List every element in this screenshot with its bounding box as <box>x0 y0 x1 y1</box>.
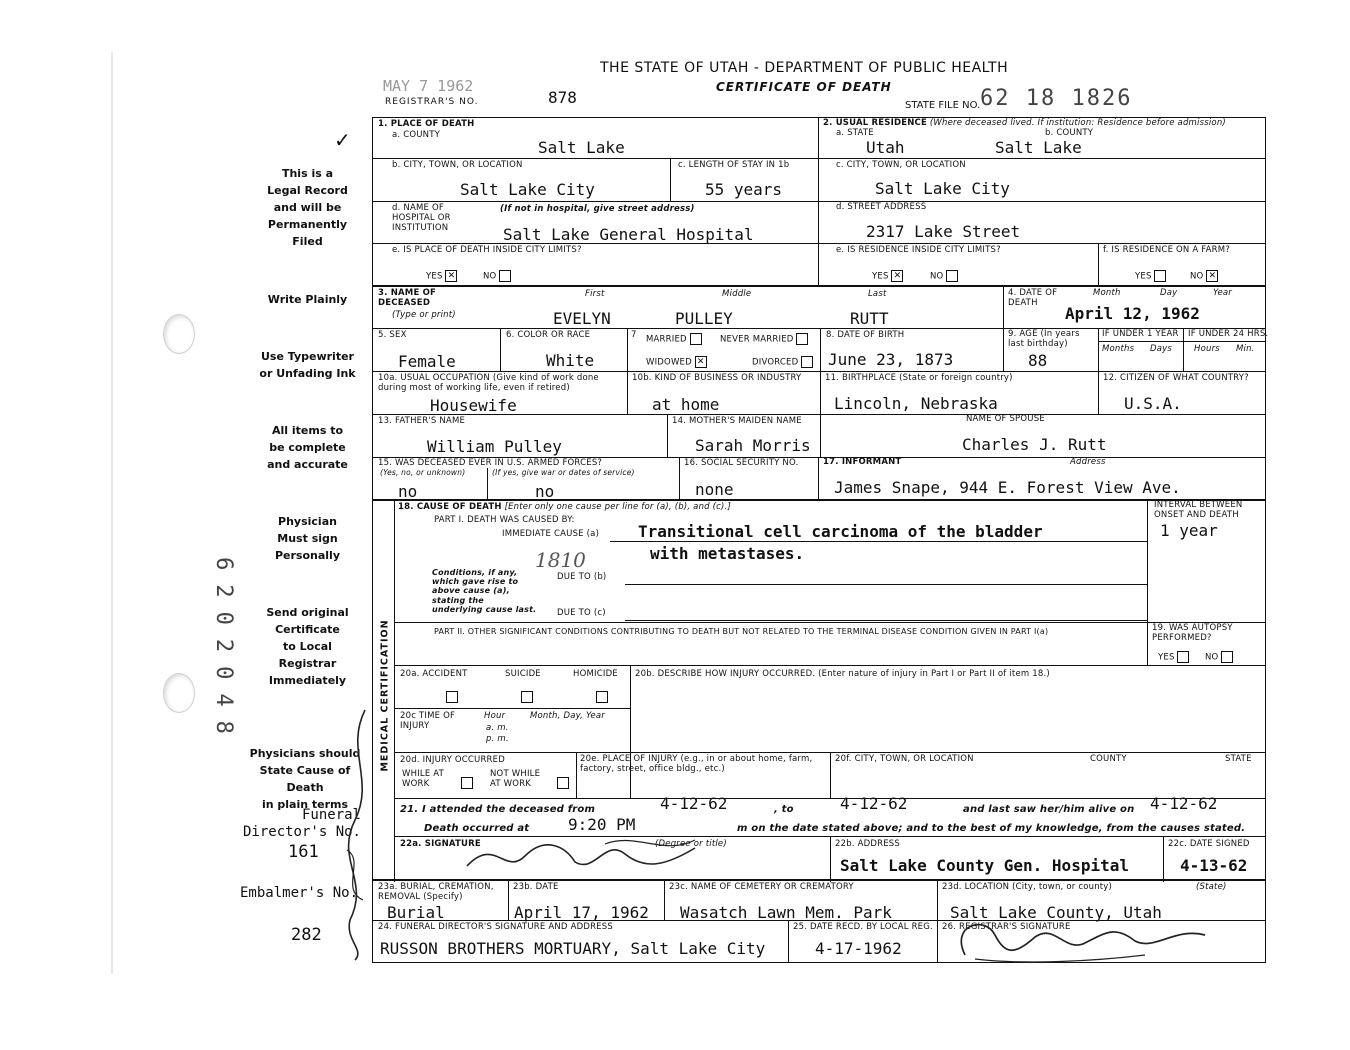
citizenship: U.S.A. <box>1124 394 1182 413</box>
attended-to: 4-12-62 <box>840 794 908 813</box>
first-name: EVELYN <box>553 309 611 328</box>
father-name: William Pulley <box>427 437 562 456</box>
street-address: 2317 Lake Street <box>866 222 1021 241</box>
while-at-work-checkbox[interactable] <box>461 772 473 791</box>
vertical-file-number: 6202048 <box>210 557 236 748</box>
cemetery: Wasatch Lawn Mem. Park <box>680 903 892 922</box>
mother-name: Sarah Morris <box>695 436 811 455</box>
state-file-number: 62 18 1826 <box>980 86 1133 111</box>
age: 88 <box>1028 351 1048 370</box>
funeral-director-signature <box>335 700 385 965</box>
interval: 1 year <box>1160 521 1218 540</box>
length-of-stay: 55 years <box>705 180 783 199</box>
burial-location: Salt Lake County, Utah <box>950 903 1162 922</box>
funeral-director-label: Funeral Director's No. <box>242 807 361 840</box>
married-checkbox[interactable]: MARRIED <box>646 333 702 345</box>
last-name: RUTT <box>850 309 889 328</box>
punch-hole <box>163 314 195 354</box>
immediate-cause-line-2: with metastases. <box>650 544 805 563</box>
funeral-director-number: 161 <box>288 842 319 862</box>
farm-no[interactable]: NO ✕ <box>1190 270 1218 282</box>
medical-certification-label: MEDICAL CERTIFICATION <box>379 619 391 772</box>
burial-date: April 17, 1962 <box>514 903 649 922</box>
last-seen-alive: 4-12-62 <box>1150 794 1218 813</box>
place-of-death-label: 1. PLACE OF DEATH <box>378 119 475 129</box>
time-of-death: 9:20 PM <box>568 815 636 834</box>
certificate-title: CERTIFICATE OF DEATH <box>716 80 892 94</box>
legal-record-note: This is a Legal Record and will be Permanently Filed <box>267 167 348 248</box>
birthplace: Lincoln, Nebraska <box>834 394 998 413</box>
registrar-number: 878 <box>548 88 577 107</box>
death-county: Salt Lake <box>538 138 625 157</box>
disposition: Burial <box>387 903 445 922</box>
death-city: Salt Lake City <box>460 180 595 199</box>
received-stamp: MAY 7 1962 <box>383 77 474 95</box>
usual-residence-label: 2. USUAL RESIDENCE (Where deceased lived. If institution: Residence before admission) <box>823 118 1226 128</box>
residence-inside-no[interactable]: NO <box>930 270 958 282</box>
embalmer-label: Embalmer's No. <box>240 885 359 901</box>
immediate-cause-line-1: Transitional cell carcinoma of the bladder <box>638 522 1043 541</box>
physician-sign-note: Physician Must sign Personally <box>274 515 341 562</box>
send-original-note: Send original Certificate to Local Registrar Immediately <box>266 606 349 687</box>
divorced-checkbox[interactable]: DIVORCED <box>752 356 813 368</box>
state-file-label: STATE FILE NO. <box>905 100 981 111</box>
death-inside-no[interactable]: NO <box>483 270 511 282</box>
date-signed: 4-13-62 <box>1180 856 1248 875</box>
autopsy-no[interactable]: NO <box>1205 651 1233 663</box>
race: White <box>546 351 595 370</box>
suicide-checkbox[interactable] <box>521 686 533 705</box>
physician-address: Salt Lake County Gen. Hospital <box>840 856 1129 875</box>
attended-from: 4-12-62 <box>660 794 728 813</box>
name-label: 3. NAME OF DECEASED <box>378 288 437 308</box>
punch-hole <box>163 673 195 713</box>
residence-city: Salt Lake City <box>875 179 1010 198</box>
informant-label: 17. INFORMANT <box>823 457 902 467</box>
date-of-birth: June 23, 1873 <box>828 350 954 369</box>
accident-checkbox[interactable] <box>446 686 458 705</box>
cause-of-death-label: 18. CAUSE OF DEATH [Enter only one cause per line for (a), (b), and (c).] <box>398 502 731 512</box>
state-title: THE STATE OF UTAH - DEPARTMENT OF PUBLIC HEALTH <box>600 60 1009 76</box>
business: at home <box>652 395 720 414</box>
farm-yes[interactable]: YES <box>1135 270 1166 282</box>
registrar-label: REGISTRAR'S NO. <box>385 97 479 107</box>
complete-note: All items to be complete and accurate <box>267 424 348 471</box>
signature-label: 22a. SIGNATURE <box>400 839 481 849</box>
widowed-checkbox[interactable]: WIDOWED ✕ <box>646 356 707 368</box>
never-married-checkbox[interactable]: NEVER MARRIED <box>720 333 808 345</box>
social-security: none <box>695 480 734 499</box>
funeral-home: RUSSON BROTHERS MORTUARY, Salt Lake City <box>380 939 766 958</box>
hospital-name: Salt Lake General Hospital <box>503 225 754 244</box>
middle-name: PULLEY <box>675 309 733 328</box>
death-inside-yes[interactable]: YES ✕ <box>426 270 457 282</box>
typewriter-note: Use Typewriter or Unfading Ink <box>259 350 356 380</box>
check-mark: ✓ <box>334 128 351 152</box>
write-plainly-note: Write Plainly <box>267 293 348 306</box>
physician-signature <box>455 826 735 882</box>
not-while-at-work-checkbox[interactable] <box>557 772 569 791</box>
informant: James Snape, 944 E. Forest View Ave. <box>834 478 1181 497</box>
war-service: no <box>535 482 555 501</box>
residence-inside-yes[interactable]: YES ✕ <box>872 270 903 282</box>
cause-code: 1810 <box>535 548 586 572</box>
physicians-should-note: Physicians should State Cause of Death in plain terms <box>249 747 361 811</box>
residence-state: Utah <box>866 138 905 157</box>
embalmer-number: 282 <box>291 925 322 945</box>
spouse-name: Charles J. Rutt <box>962 435 1107 454</box>
date-of-death: April 12, 1962 <box>1065 304 1200 323</box>
autopsy-yes[interactable]: YES <box>1158 651 1189 663</box>
not-while-at-work[interactable]: NOT WHILE AT WORK <box>490 769 541 789</box>
sex: Female <box>398 352 456 371</box>
occupation: Housewife <box>430 396 517 415</box>
residence-county: Salt Lake <box>995 138 1082 157</box>
registrar-signature <box>945 905 1225 965</box>
homicide-checkbox[interactable] <box>596 686 608 705</box>
while-at-work[interactable]: WHILE AT WORK <box>402 769 445 789</box>
date-received: 4-17-1962 <box>815 939 902 958</box>
armed-forces: no <box>398 482 418 501</box>
